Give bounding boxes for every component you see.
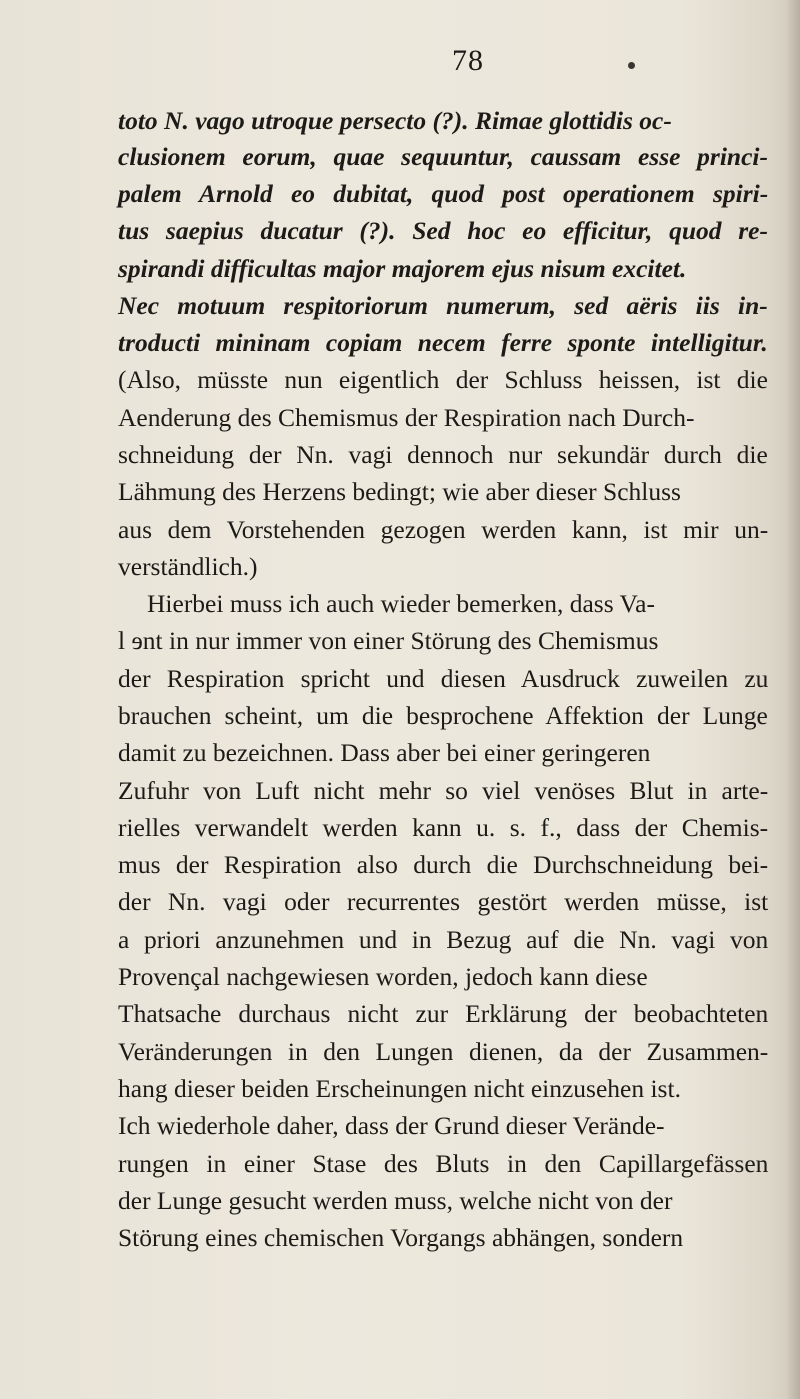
text-line-3: palem Arnold eo dubitat, quod post operationem spiri- [118, 179, 769, 208]
text-line-17: brauchen scheint, um die besprochene Affektion der Lunge [118, 701, 768, 730]
text-line-28: Ich wiederhole daher, dass der Grund dieser Verände- [118, 1111, 665, 1140]
text-line-20: rielles verwandelt werden kann u. s. f., dass der Chemis- [118, 813, 769, 842]
text-line-27: hang dieser beiden Erscheinungen nicht einzusehen ist. [118, 1074, 681, 1103]
text-line-30: der Lunge gesucht werden muss, welche nicht von der [118, 1186, 673, 1215]
text-line-2: clusionem eorum, quae sequuntur, caussam esse princi- [118, 142, 768, 171]
text-line-25: Thatsache durchaus nicht zur Erklärung der beobachteten [118, 999, 769, 1028]
text-line-6: Nec motuum respitoriorum numerum, sed aëris iis in- [118, 291, 768, 320]
ink-dot [628, 62, 635, 69]
text-line-19: Zufuhr von Luft nicht mehr so viel venöses Blut in arte- [118, 776, 769, 805]
page-number: 78 [452, 44, 484, 77]
page-edge-shadow [786, 0, 800, 1399]
text-line-11: Lähmung des Herzens bedingt; wie aber dieser Schluss [118, 477, 681, 506]
text-line-4: tus saepius ducatur (?). Sed hoc eo efficitur, quod re- [118, 216, 768, 245]
text-line-10: schneidung der Nn. vagi dennoch nur sekundär durch die [118, 440, 768, 469]
text-line-29: rungen in einer Stase des Bluts in den Capillargefässen [118, 1149, 769, 1178]
text-line-1: toto N. vago utroque persecto (?). Rimae glottidis oc- [118, 106, 672, 135]
text-line-21: mus der Respiration also durch die Durchschneidung bei- [118, 850, 769, 879]
text-line-18: damit zu bezeichnen. Dass aber bei einer geringeren [118, 738, 651, 767]
text-line-23: a priori anzunehmen und in Bezug auf die Nn. vagi von [118, 925, 769, 954]
text-line-26: Veränderungen in den Lungen dienen, da der Zusammen- [118, 1037, 769, 1066]
text-line-24: Provençal nachgewiesen worden, jedoch kann diese [118, 962, 648, 991]
text-line-5: spirandi difficultas major majorem ejus nisum excitet. [118, 254, 687, 283]
text-line-12: aus dem Vorstehenden gezogen werden kann, ist mir un- [118, 515, 769, 544]
text-line-15: l ɘnt in nur immer von einer Störung des Chemismus [118, 626, 659, 655]
text-line-7: troducti mininam copiam necem ferre sponte intelligitur. [118, 328, 768, 357]
text-line-22: der Nn. vagi oder recurrentes gestört werden müsse, ist [118, 887, 769, 916]
text-line-14: Hierbei muss ich auch wieder bemerken, dass Va- [147, 589, 655, 618]
text-line-31: Störung eines chemischen Vorgangs abhängen, sondern [118, 1223, 684, 1252]
text-line-9: Aenderung des Chemismus der Respiration nach Durch- [118, 403, 695, 432]
text-line-13: verständlich.) [118, 552, 258, 581]
text-line-16: der Respiration spricht und diesen Ausdruck zuweilen zu [118, 664, 769, 693]
text-line-8: (Also, müsste nun eigentlich der Schluss heissen, ist die [118, 365, 768, 394]
